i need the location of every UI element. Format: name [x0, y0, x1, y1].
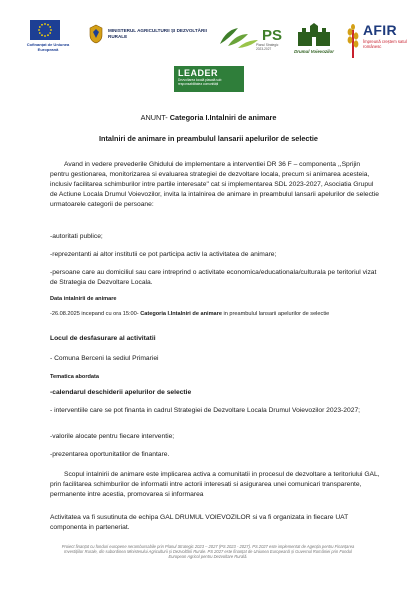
topic-item: -prezentarea oportunitatilor de finantare. — [50, 450, 170, 458]
title-prefix: ANUNT- — [140, 113, 170, 122]
ps-leaves-icon — [218, 24, 260, 50]
topics-subheading: -calendarul deschiderii apelurilor de selectie — [50, 388, 192, 396]
date-paragraph — [50, 310, 380, 318]
announcement-subtitle: Intalniri de animare in preambulul lansarii apelurilor de selectie — [99, 134, 318, 143]
date-suffix: in preambulul lansarii apelurilor de selectie — [221, 310, 330, 317]
afir-caption: Împreună creștem satul românesc — [363, 39, 407, 49]
leader-logo — [174, 66, 244, 92]
topics-heading: Tematica abordata — [50, 373, 100, 380]
afir-logo — [346, 22, 408, 62]
date-heading: Data intalnirii de animare — [50, 295, 117, 302]
footer-note: Proiect finanțat cu fonduri europene nerambursabile prin Planul Strategic 2023 – 2027 (PS 2023 - 2027). PS 2027 este implementat de Agenția pentru Finanțarea Investițiilor Rurale, din subordinea Ministerului Agriculturii și Dezvoltării Rurale. PS 2027 este finanțat de Uniunea Europeană și Guvernul României prin Fondul European Agricol pentru Dezvoltare Rurală. — [61, 544, 355, 560]
eu-logo — [18, 20, 78, 52]
eu-caption: Cofinanțat de Uniunea Europeană — [26, 42, 70, 52]
persons-item: -autoritati publice; — [50, 232, 103, 240]
drumul-caption: Drumul Voievozilor — [294, 49, 334, 54]
persons-item: -reprezentanti ai altor institutii ce pot participa activ la activitatea de animare; — [50, 250, 277, 258]
closing-paragraph: Activitatea va fi susutinuta de echipa GAL DRUMUL VOIEVOZILOR si va fi organizata in fiecare UAT componenta in parteneriat. — [50, 513, 349, 531]
ps-caption: Planul Strategic 2023-2027 — [256, 43, 279, 51]
castle-icon — [294, 22, 334, 48]
date-category: Categoria I.Intalniri de animare — [140, 310, 222, 317]
logo-bar — [18, 20, 407, 64]
ps-text: PS — [262, 27, 283, 44]
location-heading: Locul de desfasurare al activitatii — [50, 334, 156, 342]
topic-item: -valorile alocate pentru fiecare interventie; — [50, 432, 175, 440]
topic-item: - interventiile care se pot finanta in cadrul Strategiei de Dezvoltare Locala Drumul Voievozilor 2023-2027; — [50, 406, 361, 414]
announcement-title — [0, 113, 417, 122]
eu-flag-icon — [30, 20, 60, 40]
romania-crest-icon — [88, 24, 104, 44]
leader-caption: Dezvoltarea locală plasată sub responsabilitatea comunității — [178, 78, 222, 86]
ps-logo — [218, 20, 284, 60]
wheat-icon — [346, 24, 360, 58]
location-text: - Comuna Berceni la sediul Primariei — [50, 354, 159, 362]
drumul-voievozilor-logo — [294, 22, 334, 62]
date-text: -26.08.2025 incepand cu ora 15:00- — [50, 310, 141, 317]
madr-text: MINISTERUL AGRICULTURII ȘI DEZVOLTĂRII RURALE — [108, 28, 207, 39]
leader-title: LEADER — [178, 68, 219, 78]
madr-logo — [88, 24, 206, 50]
persons-item: -persoane care au domiciliul sau care intreprind o activitate economica/educationala/culturala pe teritoriul vizat de Strategia de Dezvoltare Locala. — [50, 268, 377, 286]
purpose-paragraph: Scopul intalnirii de animare este implicarea activa a comunitatii in procesul de dezvoltare a teritoriului GAL, prin facilitarea schimburilor de informatii intre actorii interesati si asigurarea unei comunicari transparente, permanente intre acestia, promovarea si informarea — [50, 470, 380, 498]
afir-text: AFIR — [363, 22, 397, 38]
title-category: Categoria I.Intalniri de animare — [169, 113, 277, 122]
intro-paragraph: Avand in vedere prevederile Ghidului de implementare a interventiei DR 36 F – componenta ,,Sprijin pentru gestionarea, monitorizarea si evaluarea strategiei de dezvoltare locala, precum si animarea acesteia, inclusiv facilitarea schimburilor intre partile interesate" cat si implementarea SDL 2023-2027, Asociatia Grupul de Actiune Locala Drumul Voievozilor, invita la intalnirea de animare in preambulul lansarii apelurilor de selectie urmatoarele categorii de persoane: — [50, 160, 379, 208]
